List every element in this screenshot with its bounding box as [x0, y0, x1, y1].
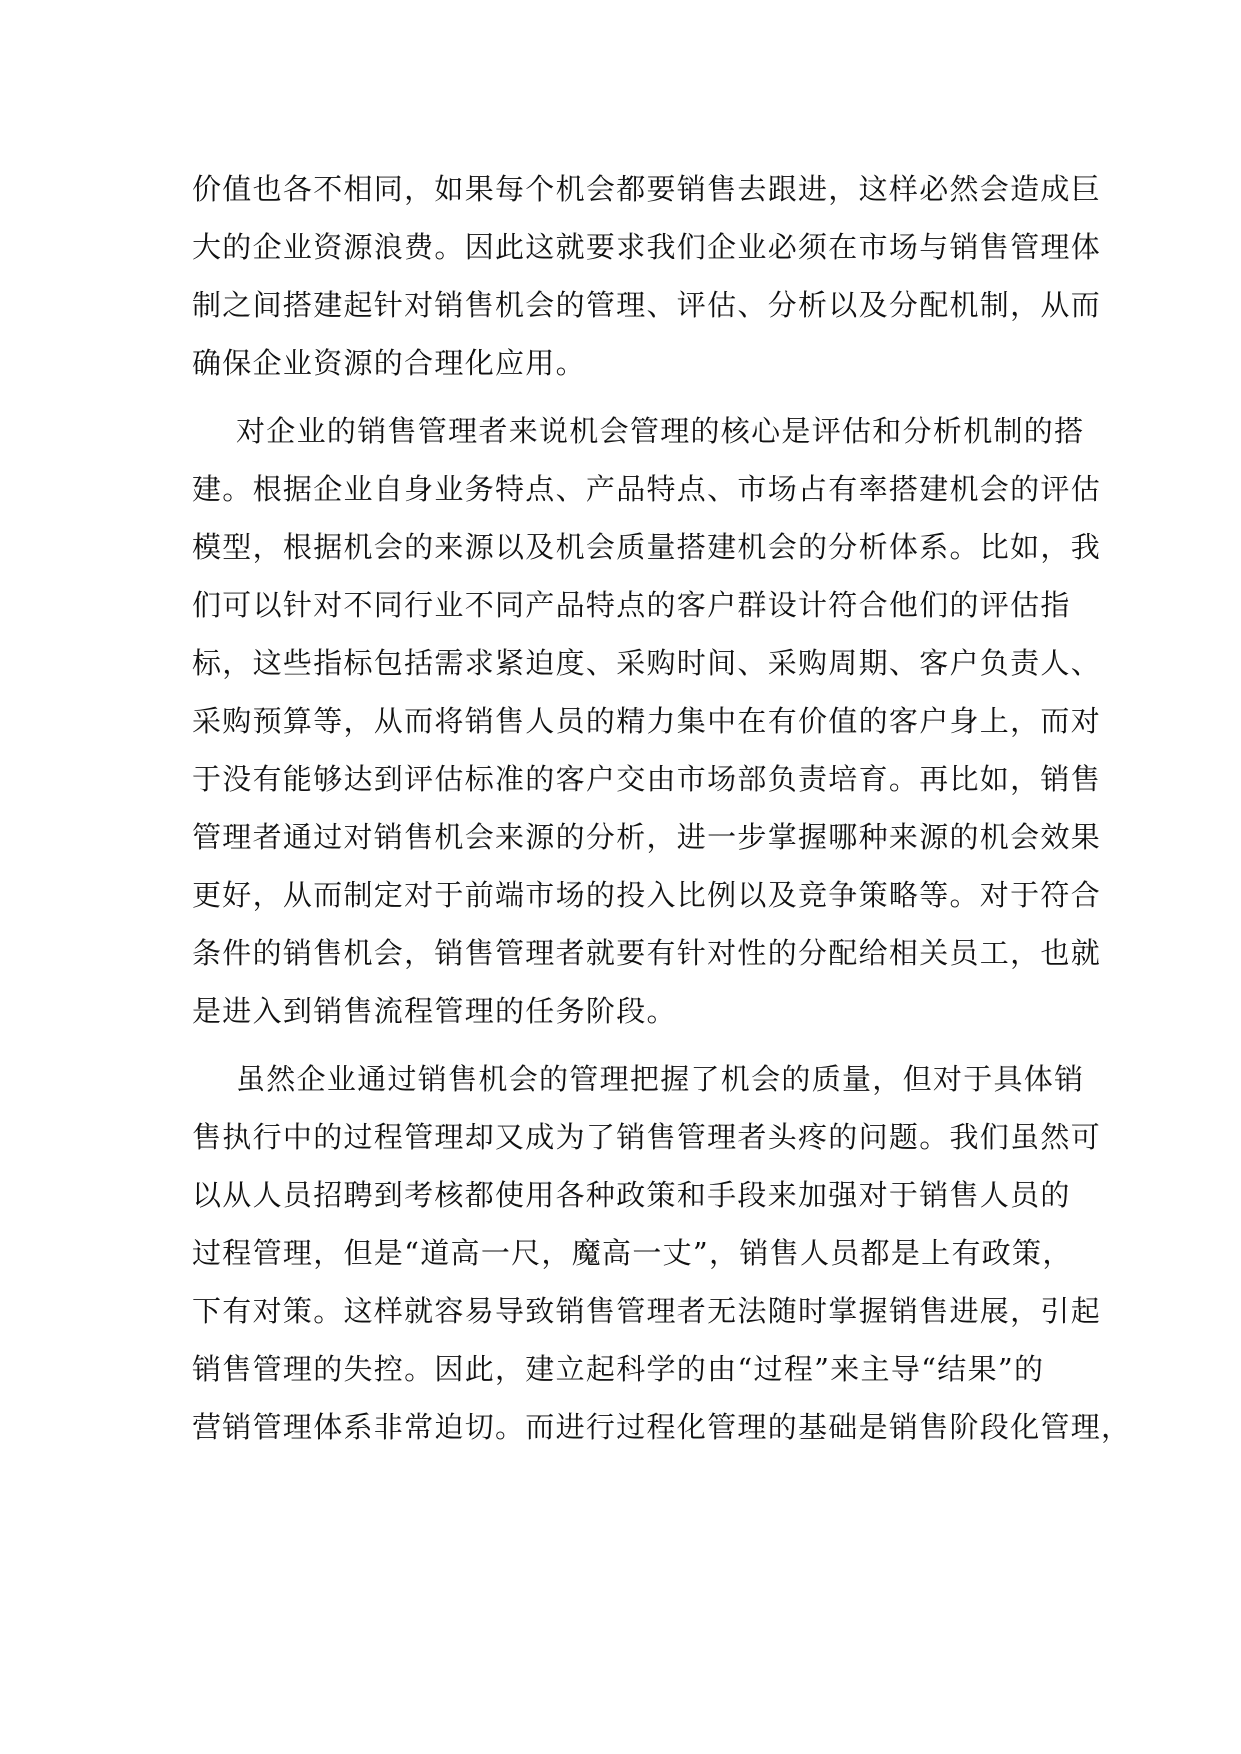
text-line: 售执行中的过程管理却又成为了销售管理者头疼的问题。我们虽然可 — [192, 1120, 1102, 1154]
text-line: 销售管理的失控。因此，建立起科学的由“过程”来主导“结果”的 — [192, 1352, 1045, 1386]
text-line: 更好，从而制定对于前端市场的投入比例以及竞争策略等。对于符合 — [192, 878, 1102, 912]
paragraph-2 — [192, 402, 1102, 1040]
paragraph-3 — [192, 1050, 1132, 1456]
text-line: 以从人员招聘到考核都使用各种政策和手段来加强对于销售人员的 — [192, 1178, 1071, 1212]
text-line: 制之间搭建起针对销售机会的管理、评估、分析以及分配机制，从而 — [192, 288, 1102, 322]
text-line: 采购预算等，从而将销售人员的精力集中在有价值的客户身上，而对 — [192, 704, 1102, 738]
paragraph-1 — [192, 160, 1102, 392]
text-line: 确保企业资源的合理化应用。 — [192, 346, 586, 380]
text-line: 大的企业资源浪费。因此这就要求我们企业必须在市场与销售管理体 — [192, 230, 1102, 264]
text-line: 过程管理，但是“道高一尺，魔高一丈”，销售人员都是上有政策， — [192, 1236, 1073, 1270]
body-text — [192, 160, 1132, 1456]
text-line: 们可以针对不同行业不同产品特点的客户群设计符合他们的评估指 — [192, 588, 1071, 622]
text-line: 标，这些指标包括需求紧迫度、采购时间、采购周期、客户负责人、 — [192, 646, 1102, 680]
text-line: 营销管理体系非常迫切。而进行过程化管理的基础是销售阶段化管理， — [192, 1410, 1132, 1444]
text-line: 下有对策。这样就容易导致销售管理者无法随时掌握销售进展，引起 — [192, 1294, 1102, 1328]
text-line: 于没有能够达到评估标准的客户交由市场部负责培育。再比如，销售 — [192, 762, 1102, 796]
text-line: 条件的销售机会，销售管理者就要有针对性的分配给相关员工，也就 — [192, 936, 1102, 970]
text-line: 价值也各不相同，如果每个机会都要销售去跟进，这样必然会造成巨 — [192, 172, 1102, 206]
text-line: 管理者通过对销售机会来源的分析，进一步掌握哪种来源的机会效果 — [192, 820, 1102, 854]
text-line: 建。根据企业自身业务特点、产品特点、市场占有率搭建机会的评估 — [192, 472, 1102, 506]
text-line: 是进入到销售流程管理的任务阶段。 — [192, 994, 677, 1028]
text-line: 虽然企业通过销售机会的管理把握了机会的质量，但对于具体销 — [236, 1062, 1085, 1096]
text-line: 模型，根据机会的来源以及机会质量搭建机会的分析体系。比如，我 — [192, 530, 1102, 564]
text-line: 对企业的销售管理者来说机会管理的核心是评估和分析机制的搭 — [236, 414, 1085, 448]
